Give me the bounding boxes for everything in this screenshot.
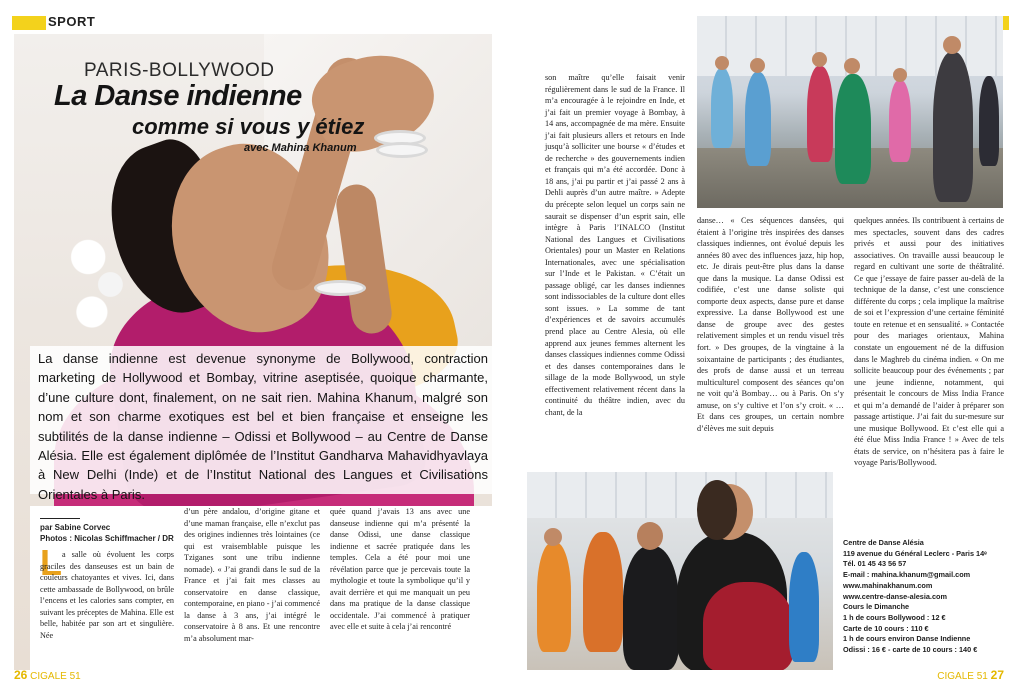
magazine-name: CIGALE 51 [30, 671, 81, 682]
venue-phone: Tél. 01 45 43 56 57 [843, 559, 907, 569]
body-column-2: d’un père andalou, d’origine gitane et d’une maman française, elle n’exclut pas des origines indiennes très lointaines (ce qui est vraisemblable puisque les Tziganes sont une tribu indienne nomade). « J’ai grandi dans le sud de la France et j’ai fait mes classes au conservatoire en danse classique, contemporaine, en piano - j’ai commencé la danse à 3 ans, j’ai intégré le conservatoire à 8 ans. Et une rencontre m’a absolument mar- [184, 507, 320, 644]
class-day: Cours le Dimanche [843, 602, 910, 612]
venue-email: E-mail : mahina.khanum@gmail.com [843, 570, 971, 580]
venue-address: 119 avenue du Général Leclerc - Paris 14ᵉ [843, 548, 987, 558]
section-color-bar [12, 16, 46, 30]
article-kicker: PARIS-BOLLYWOOD [84, 60, 275, 81]
section-label: SPORT [48, 14, 96, 29]
author-line: par Sabine Corvec [40, 523, 111, 532]
body-column-1: a salle où évoluent les corps graciles des danseuses est un bain de couleurs chatoyantes et vives. Ici, dans cette ambassade de Bollywood, on brûle l’encens et les calories sans compter, en suivant les préceptes de Mahina. Elle est belle, habitée par son art et singulière. Née [40, 550, 174, 640]
photo-credit: Photos : Nicolas Schiffmacher / DR [40, 534, 174, 543]
article-title-byline: avec Mahina Khanum [244, 142, 357, 154]
article-title: La Danse indienne [54, 80, 302, 112]
article-subtitle: comme si vous y étiez [132, 114, 365, 139]
body-column-6: quelques années. Ils contribuent à certains de mes spectacles, souvent dans des cadres privés et aussi pour des initiatives associatives. On travaille aussi beaucoup le regard en cultivant une sorte de théâtralité. Ce que j’essaye de faire passer au-delà de la technique de la danse, c’est une conscience différente du corps ; cela implique la maîtrise de soi et l’expression d’une certaine féminité toute en retenue et en sensualité. » Contactée pour des mariages orientaux, Mahina constate un engouement né de la diffusion dans le Maghreb du cinéma indien. « On me sollicite beaucoup pour des événements ; par une jeune indienne, notamment, qui présentait le concours de Miss India France et qui m’a demandé de l’aider à préparer son passage artistique. J’ai fait du sur-mesure sur une musique Bollywood. Et c’est elle qui a été élue Miss India France ! » Avec de tels états de service, on n’hésitera pas à faire le voyage Paris/Bollywood. [854, 216, 1004, 468]
drop-cap: L [40, 542, 62, 583]
photo-mahina-teaching [527, 472, 833, 670]
photo-dance-class [697, 16, 1003, 208]
article-credits [40, 518, 180, 544]
right-page [509, 0, 1018, 688]
venue-name: Centre de Danse Alésia [843, 538, 924, 547]
price-card: Carte de 10 cours : 110 € [843, 623, 929, 633]
page-folio-right [937, 668, 1004, 682]
price-bollywood: 1 h de cours Bollywood : 12 € [843, 612, 946, 622]
body-column-3: quée quand j’avais 13 ans avec une danseuse indienne qui m’a présenté la danse Odissi, une danse classique indienne et sacrée pratiquée dans les temples. Cela a été pour moi une révélation parce que je percevais toute la mythologie et toute la symbolique qu’il y avait derrière et qui me manquait un peu dans ma pratique de la danse classique occidentale. J’ai commencé à pratiquer avec elle et suite à cela j’ai rencontré [330, 507, 470, 632]
article-lead: La danse indienne est devenue synonyme de Bollywood, contraction marketing de Hollywood et Bombay, vitrine aseptisée, quoique charmante, d’une culture dont, finalement, on ne sait rien. Mahina Khanum, malgré son nom et son charme exotiques est bel et bien française et enseigne les subtilités de la danse indienne – Odissi et Bollywood – au Centre de Danse Alésia. Elle est également diplômée de l’Institut Gandharva Mahavidhyavlaya à New Delhi (Inde) et de l’Institut National des Langues et Civilisations Orientales à Paris. [38, 351, 488, 502]
website-1: www.mahinakhanum.com [843, 580, 933, 590]
price-odissi-label: 1 h de cours environ Danse Indienne [843, 634, 971, 644]
body-column-4: son maître qu’elle faisait venir régulièrement dans le sud de la France. Il m’a encouragée à le rejoindre en Inde, et j’ai fait un premier voyage à Bombay, à 14 ans, accompagnée de ma mère. Ensuite j’ai fait plusieurs allers et retours en Inde jusqu’à solliciter une bourse « d’études et de recherche » des gouvernements indien et français qui m’a été accordée. Donc à 18 ans, j’ai pu partir et j’ai passé 2 ans à Dehli auprès d’un autre maître. » Adepte du précepte selon lequel un corps sain ne saurait se dispenser d’un esprit sain, elle intègre à Paris l’INALCO (Institut National des Langues et Civilisations Orientales) pour un Master en Relations Internationales, avec une spécialisation sur l’Inde et le Pakistan. « C’était un passage obligé, car les danses indiennes sont indissociables de la culture dont elles sont issues. » La somme de tant d’expériences et de savoirs accumulés prend place au Centre Alesia, où elle apprend aux jeunes femmes alternent les danses classiques indiennes comme Odissi et des danses contemporaines dans le sillage de la mode Bollywood, un style effectivement relativement récent dans la continuité du théâtre indien, avec du chant, de la [545, 73, 685, 417]
page-number: 27 [990, 668, 1004, 682]
magazine-name: CIGALE 51 [937, 671, 988, 682]
hair-flowers [66, 224, 140, 334]
website-2: www.centre-danse-alesia.com [843, 591, 947, 601]
contact-info-box [843, 538, 1013, 656]
price-odissi: Odissi : 16 € - carte de 10 cours : 140 € [843, 645, 978, 655]
page-number: 26 [14, 668, 28, 682]
page-folio-left [14, 668, 81, 682]
body-column-5: danse… « Ces séquences dansées, qui étaient à l’origine très inspirées des danses classiques indiennes, ont évolué depuis les années 80 avec des influences jazz, hip hop, etc. Je dirais peut-être plus dans la danse que dans la musique. La danse Odissi est codifiée, c’est une danse soliste qui comporte deux aspects, danse pure et danse expressive. La danse Bollywood est une danse de groupe avec des gestes relativement simples et un rendu visuel très fort. » Des groupes, de la vingtaine à la soixantaine de participants ; des étudiantes, des profs de danse aussi et un terreau multiculturel composent des séances qu’on ne voit qu’à Bombay… ou à Paris. On s’y amuse, on s’y cultive et l’on s’y croit. « …Et dans ces groupes, un certain nombre d’élèves me suit depuis [697, 216, 844, 433]
